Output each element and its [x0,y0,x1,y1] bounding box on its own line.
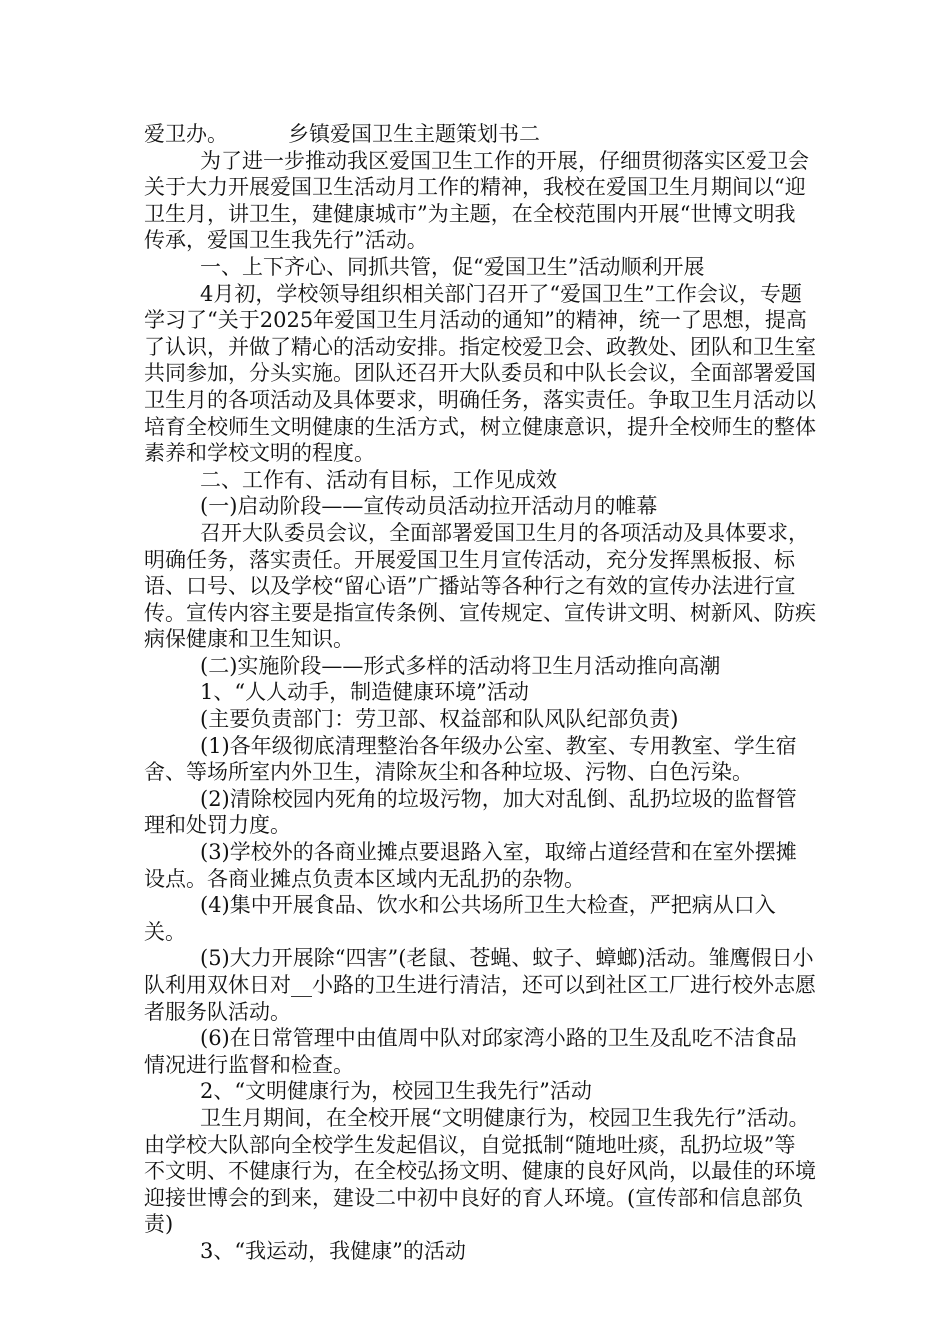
document-page [144,121,816,1265]
list-item-1: (1)各年级彻底清理整治各年级办公室、教室、专用教室、学生宿舍、等场所室内外卫生，清除灰尘和各种垃圾、污物、白色污染。 [144,733,797,785]
heading-activity-one: 1、“人人动手，制造健康环境”活动 [200,680,529,705]
responsible-departments: (主要负责部门：劳卫部、权益部和队风队纪部负责) [200,707,679,732]
heading-part-one: 一、上下齐心、同抓共管，促“爱国卫生”活动顺利开展 [200,254,705,279]
list-item-6: (6)在日常管理中由值周中队对邱家湾小路的卫生及乱吃不洁食品情况进行监督和检查。 [144,1026,797,1077]
heading-startup-stage: (一)启动阶段——宣传动员活动拉开活动月的帷幕 [200,494,658,519]
paragraph-civilized-behavior: 卫生月期间，在全校开展“文明健康行为，校园卫生我先行”活动。由学校大队部向全校学生发起倡议，自觉抵制“随地吐痰，乱扔垃圾”等不文明、不健康行为，在全校弘扬文明、健康的良好风尚，以最佳的环境迎接世博会的到来，建设二中初中良好的育人环境。(宣传部和信息部负责) [144,1105,816,1237]
heading-implementation-stage: (二)实施阶段——形式多样的活动将卫生月活动推向高潮 [200,653,721,678]
section-title: 乡镇爱国卫生主题策划书二 [288,122,540,146]
list-item-4: (4)集中开展食品、饮水和公共场所卫生大检查，严把病从口入关。 [144,893,776,944]
paragraph-meeting: 4月初，学校领导组织相关部门召开了“爱国卫生”工作会议，专题学习了“关于2025年爱国卫生月活动的通知”的精神，统一了思想，提高了认识，并做了精心的活动安排。指定校爱卫会、政教处、团队和卫生室共同参加，分头实施。团队还召开大队委员和中队长会议，全面部署爱国卫生月的各项活动及具体要求，明确任务，落实责任。争取卫生月活动以培育全校师生文明健康的生活方式，树立健康意识，提升全校师生的整体素养和学校文明的程度。 [144,281,816,466]
previous-section-ending: 爱卫办。 [144,122,228,146]
heading-activity-three: 3、“我运动，我健康”的活动 [200,1238,466,1263]
heading-activity-two: 2、“文明健康行为，校园卫生我先行”活动 [200,1079,592,1104]
paragraph-intro: 为了进一步推动我区爱国卫生工作的开展，仔细贯彻落实区爱卫会关于大力开展爱国卫生活动月工作的精神，我校在爱国卫生月期间以“迎卫生月，讲卫生，建健康城市”为主题，在全校范围内开展“世博文明我传承，爱国卫生我先行”活动。 [144,148,809,253]
first-line [144,121,816,148]
list-item-3: (3)学校外的各商业摊点要退路入室，取缔占道经营和在室外摆摊设点。各商业摊点负责本区域内无乱扔的杂物。 [144,840,797,891]
list-item-2: (2)清除校园内死角的垃圾污物，加大对乱倒、乱扔垃圾的监督管理和处罚力度。 [144,786,797,838]
heading-part-two: 二、工作有、活动有目标，工作见成效 [200,467,557,492]
paragraph-publicity: 召开大队委员会议，全面部署爱国卫生月的各项活动及具体要求，明确任务，落实责任。开展爱国卫生月宣传活动，充分发挥黑板报、标语、口号、以及学校“留心语”广播站等各种行之有效的宣传办法进行宣传。宣传内容主要是指宣传条例、宣传规定、宣传讲文明、树新风、防疾病保健康和卫生知识。 [144,520,816,652]
list-item-5: (5)大力开展除“四害”(老鼠、苍蝇、蚊子、蟑螂)活动。雏鹰假日小队利用双休日对__小路的卫生进行清洁，还可以到社区工厂进行校外志愿者服务队活动。 [144,946,816,1024]
